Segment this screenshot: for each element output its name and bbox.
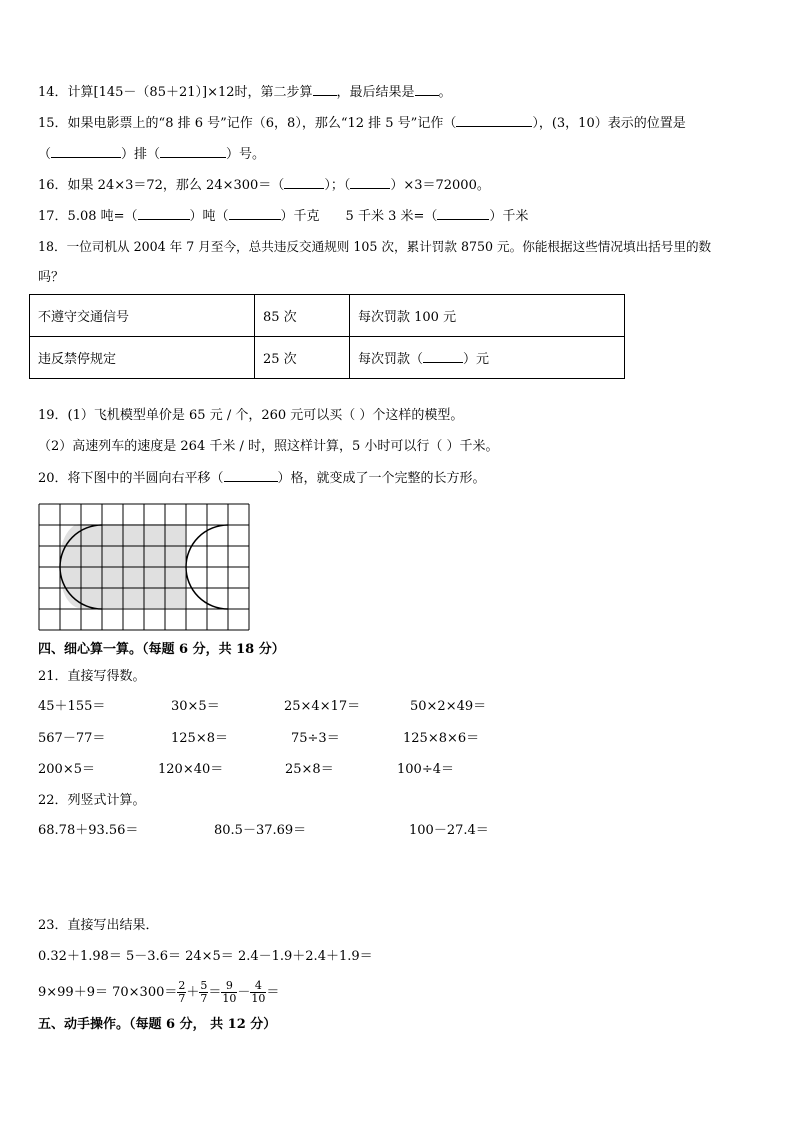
q15-line2-c: ）号。: [226, 147, 266, 162]
q15-blank-3[interactable]: [160, 145, 226, 158]
section-4-title: 四、细心算一算。（每题 6 分，共 18 分）: [38, 642, 285, 657]
question-14: [38, 83, 452, 102]
q16-text-a: 16．如果 24×3＝72，那么 24×300＝（: [38, 178, 285, 193]
q17-blank-1[interactable]: [138, 207, 190, 220]
vertical-calc-item: 80.5－37.69＝: [214, 823, 307, 838]
fine-blank[interactable]: [423, 350, 463, 363]
shaded-shape: [59, 524, 185, 608]
table-row: [30, 295, 625, 337]
calc-item: 25×4×17＝: [284, 699, 361, 714]
fraction: [250, 980, 266, 1005]
q16-blank-1[interactable]: [284, 176, 324, 189]
calc-item: 125×8＝: [171, 731, 228, 746]
question-23-line-1: 0.32＋1.98＝ 5－3.6＝ 24×5＝ 2.4－1.9＋2.4＋1.9＝: [38, 949, 373, 964]
calc-item: 125×8×6＝: [403, 731, 480, 746]
q15-line2-b: ）排（: [121, 147, 161, 162]
question-19-line-2: （2）高速列车的速度是 264 千米 / 时，照这样计算，5 小时可以行（ ）千米。: [38, 439, 499, 454]
section-5-title: 五、动手操作。（每题 6 分， 共 12 分）: [38, 1017, 277, 1032]
calc-item: 567－77＝: [38, 731, 106, 746]
q17-text-e: ）千米: [489, 209, 529, 224]
q16-blank-2[interactable]: [350, 176, 390, 189]
minus-sign: －: [237, 985, 251, 1000]
q14-text-b: ，最后结果是: [336, 85, 415, 100]
fraction: [221, 980, 237, 1005]
question-19-line-1: 19．(1）飞机模型单价是 65 元 / 个，260 元可以买（ ）个这样的模型。: [38, 408, 464, 423]
calc-item: 100÷4＝: [397, 762, 454, 777]
table-cell-count: 85 次: [255, 295, 350, 337]
q17-text-a: 17．5.08 吨=（: [38, 209, 138, 224]
table-cell-count: 25 次: [255, 337, 350, 379]
question-20: [38, 469, 486, 488]
q17-text-b: ）吨（: [189, 209, 229, 224]
vertical-calc-item: 100－27.4＝: [409, 823, 489, 838]
table-row: [30, 337, 625, 379]
q14-blank-1[interactable]: [313, 83, 337, 96]
question-15-line-1: [38, 114, 686, 133]
semicircle-grid-figure: [38, 503, 252, 631]
denominator: 7: [178, 992, 186, 1005]
q15-line2-a: （: [38, 147, 52, 162]
denominator: 10: [251, 992, 266, 1005]
q20-blank[interactable]: [224, 469, 278, 482]
q16-text-b: ）；（: [324, 178, 351, 193]
denominator: 10: [222, 992, 237, 1005]
question-15-line-2: [38, 145, 265, 164]
vertical-calc-item: 68.78＋93.56＝: [38, 823, 139, 838]
table-cell-fine: [350, 337, 625, 379]
question-23-title: 23．直接写出结果．: [38, 918, 159, 933]
question-17: [38, 207, 528, 226]
calc-item: 45＋155＝: [38, 699, 106, 714]
fine-text-b: ）元: [463, 352, 490, 367]
calc-item: 25×8＝: [285, 762, 334, 777]
q20-text-b: ）格，就变成了一个完整的长方形。: [277, 471, 486, 486]
calc-item: 50×2×49＝: [410, 699, 487, 714]
fine-table: [29, 294, 625, 379]
q16-text-c: ）×3＝72000。: [390, 178, 490, 193]
numerator: 4: [250, 980, 266, 993]
numerator: 2: [178, 979, 186, 992]
q14-text-c: 。: [438, 85, 452, 100]
q17-blank-2[interactable]: [229, 207, 281, 220]
fraction: [177, 980, 186, 1005]
q15-blank-2[interactable]: [51, 145, 121, 158]
table-cell-fine: 每次罚款 100 元: [350, 295, 625, 337]
numerator: 9: [221, 980, 237, 993]
table-cell-item: 违反禁停规定: [30, 337, 255, 379]
q17-blank-3[interactable]: [437, 207, 489, 220]
question-23-line-2: [38, 978, 279, 1008]
calc-item: 200×5＝: [38, 762, 95, 777]
calc-item: 75÷3＝: [291, 731, 340, 746]
question-18-line-1: 18．一位司机从 2004 年 7 月至今，总共违反交通规则 105 次，累计罚款 8750 元。你能根据这些情况填出括号里的数: [38, 239, 712, 254]
q23-line2-a: 9×99＋9＝ 70×300＝: [38, 985, 178, 1000]
equals-sign: ＝: [266, 985, 280, 1000]
q17-text-c: ）千克: [280, 209, 320, 224]
q17-text-d: 5 千米 3 米=（: [345, 209, 438, 224]
equals-sign: ＝: [208, 985, 222, 1000]
q14-text-a: 14．计算[145－（85＋21）]×12时，第二步算: [38, 85, 313, 100]
denominator: 7: [200, 992, 208, 1005]
question-18-line-2: 吗？: [38, 270, 65, 285]
question-16: [38, 176, 490, 195]
plus-sign: ＋: [186, 985, 200, 1000]
question-21-title: 21．直接写得数。: [38, 669, 146, 684]
calc-item: 120×40＝: [158, 762, 224, 777]
q15-line1-b: ），(3，10）表示的位置是: [532, 116, 686, 131]
q15-blank-1[interactable]: [456, 114, 532, 127]
q15-line1-a: 15．如果电影票上的“8 排 6 号”记作（6，8），那么“12 排 5 号”记作（: [38, 116, 457, 131]
numerator: 5: [200, 979, 208, 992]
table-cell-item: 不遵守交通信号: [30, 295, 255, 337]
question-22-title: 22．列竖式计算。: [38, 793, 146, 808]
q14-blank-2[interactable]: [415, 83, 439, 96]
fine-text-a: 每次罚款（: [358, 352, 424, 367]
calc-item: 30×5＝: [171, 699, 220, 714]
q20-text-a: 20．将下图中的半圆向右平移（: [38, 471, 224, 486]
